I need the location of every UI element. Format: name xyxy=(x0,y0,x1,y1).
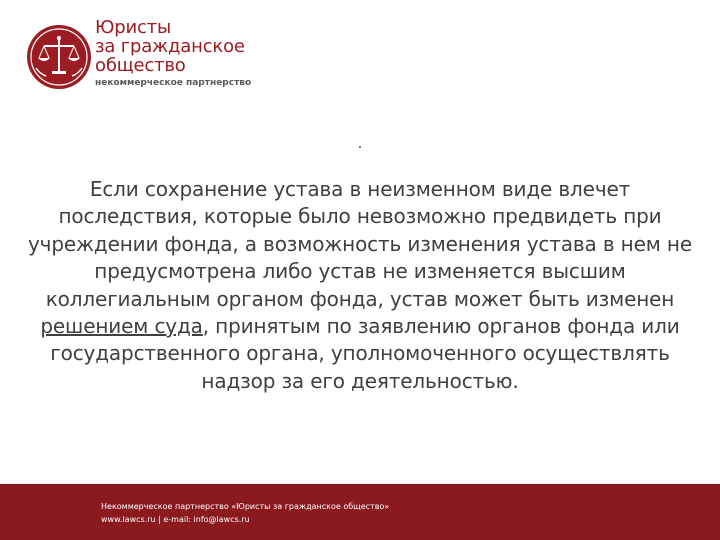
logo-line-2: за гражданское xyxy=(95,36,245,57)
slide-title-dot: . xyxy=(357,136,363,152)
logo-line-1: Юристы xyxy=(95,17,171,38)
footer-contact xyxy=(101,500,389,526)
court-decision-link[interactable]: решением суда xyxy=(40,314,203,339)
logo-line-3: общество xyxy=(95,55,186,76)
organization-logo-text xyxy=(95,18,251,88)
footer-website-email: www.lawcs.ru | e-mail: info@lawcs.ru xyxy=(101,515,250,524)
body-text-part-1: Если сохранение устава в неизменном виде влечет последствия, которые было невозможно предвидеть при учреждении фонда, а возможность изменения устава в нем не предусмотрена либо устав не изменяется высшим коллегиальным органом фонда, устав может быть изменен xyxy=(28,177,692,311)
slide-body-text xyxy=(22,176,698,395)
scales-of-justice-logo-icon xyxy=(26,24,92,90)
body-text-part-2: , принятым по заявлению органов фонда или государственного органа, уполномоченного осуществлять надзор за его деятельностью. xyxy=(50,314,680,393)
footer-organization-name: Некоммерческое партнерство «Юристы за гражданское общество» xyxy=(101,502,390,511)
logo-subtitle: некоммерческое партнерство xyxy=(95,78,252,88)
